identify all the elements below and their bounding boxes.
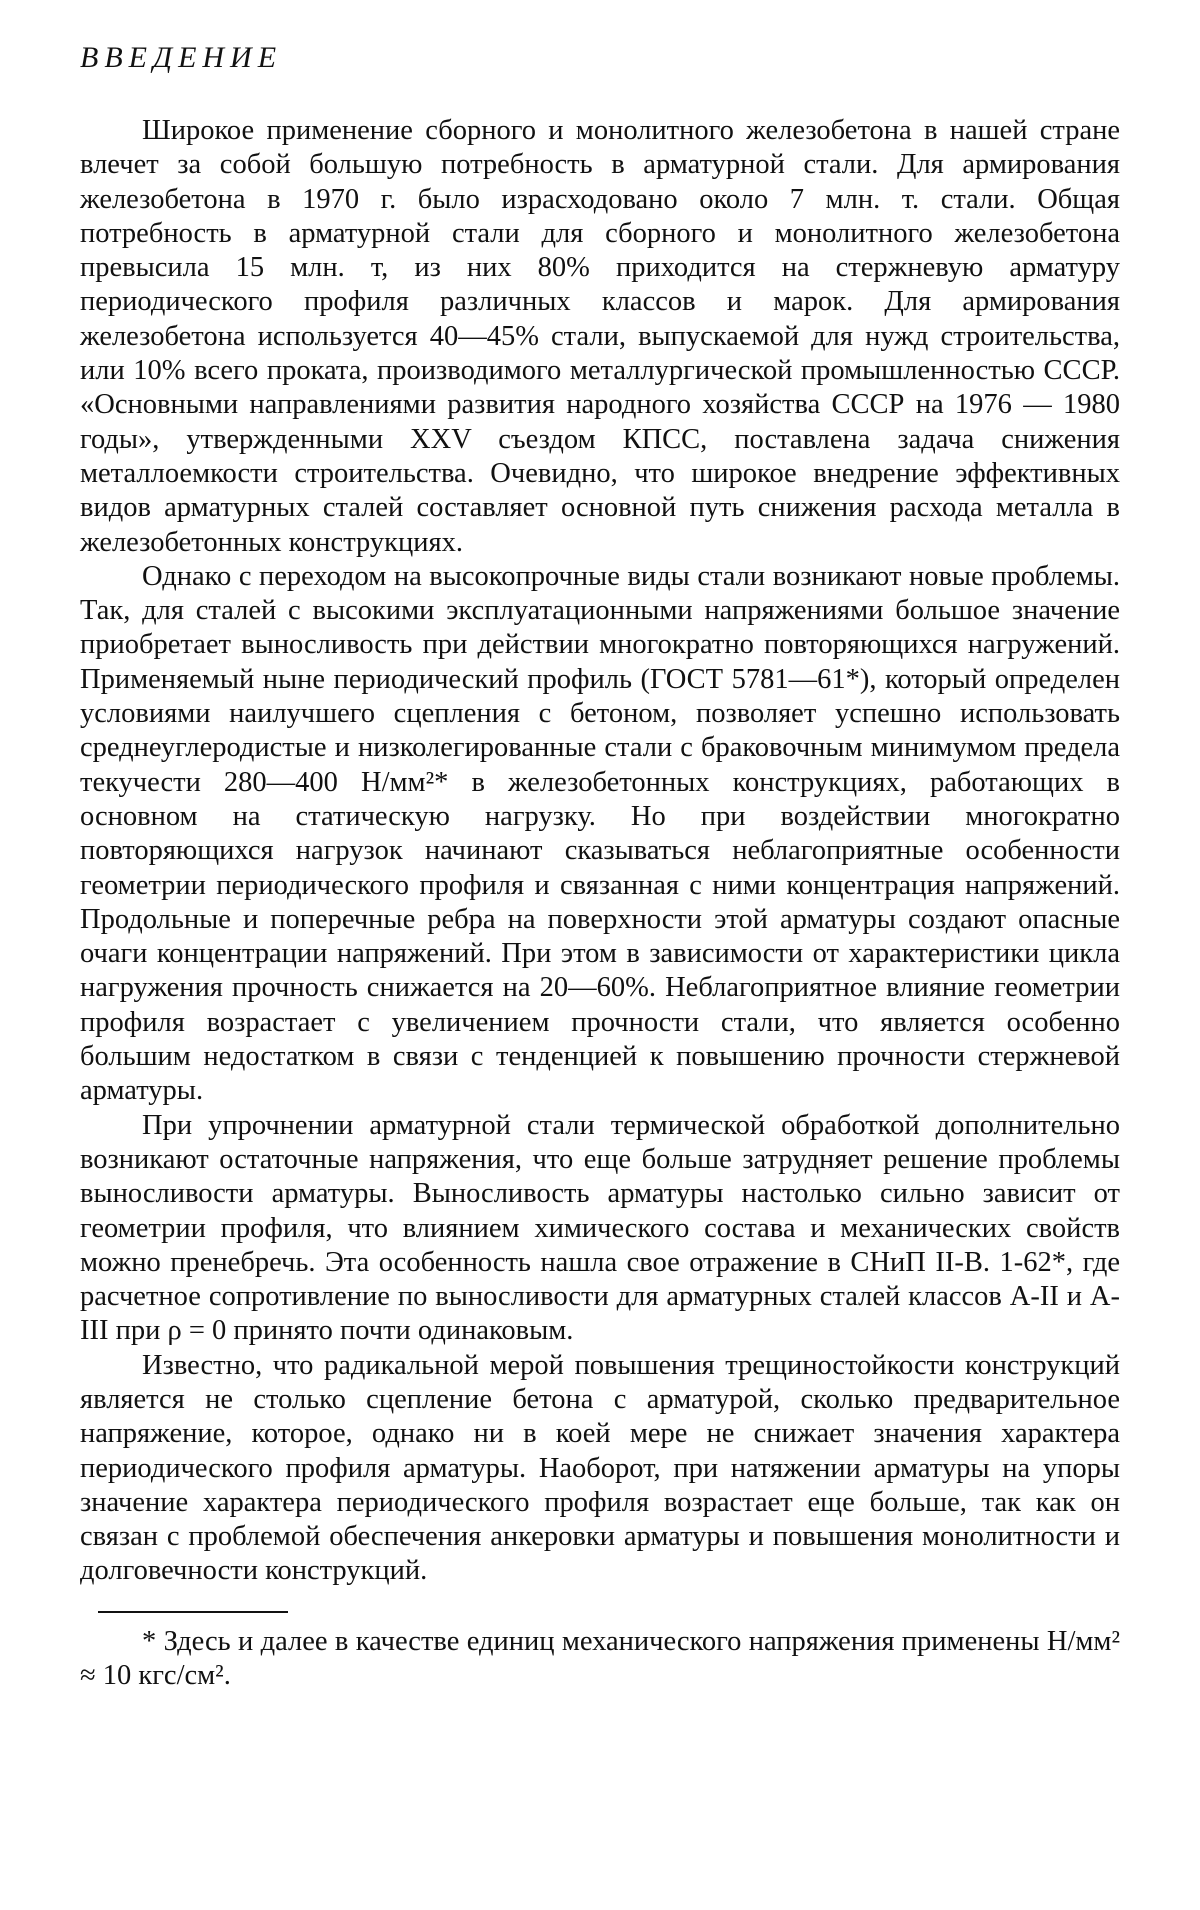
section-heading: ВВЕДЕНИЕ: [80, 41, 283, 74]
paragraph-3: При упрочнении арматурной стали термической обработкой дополнительно возникают остаточные напряжения, что еще больше затрудняет решение проблемы выносливости арматуры. Выносливость арматуры настолько сильно зависит от геометрии профиля, что влиянием химического состава и механических свойств можно пренебречь. Эта особенность нашла свое отражение в СНиП II-В. 1-62*, где расчетное сопротивление по выносливости для арматурных сталей классов А-II и А-III при ρ = 0 принято почти одинаковым.: [80, 1109, 1120, 1347]
body-text: [80, 114, 1120, 1589]
paragraph-2: Однако с переходом на высокопрочные виды стали возникают новые проблемы. Так, для сталей с высокими эксплуатационными напряжениями большое значение приобретает выносливость при действии многократно повторяющихся нагружений. Применяемый ныне периодический профиль (ГОСТ 5781—61*), который определен условиями наилучшего сцепления с бетоном, позволяет успешно использовать среднеуглеродистые и низколегированные стали с браковочным минимумом предела текучести 280—400 Н/мм²* в железобетонных конструкциях, работающих в основном на статическую нагрузку. Но при воздействии многократно повторяющихся нагрузок начинают сказываться неблагоприятные особенности геометрии периодического профиля и связанная с ними концентрация напряжений. Продольные и поперечные ребра на поверхности этой арматуры создают опасные очаги концентрации напряжений. При этом в зависимости от характеристики цикла нагружения прочность снижается на 20—60%. Неблагоприятное влияние геометрии профиля возрастает с увеличением прочности стали, что является особенно большим недостатком в связи с тенденцией к повышению прочности стержневой арматуры.: [80, 560, 1120, 1107]
footnote-divider: [98, 1611, 288, 1613]
paragraph-4: Известно, что радикальной мерой повышения трещиностойкости конструкций является не столько сцепление бетона с арматурой, сколько предварительное напряжение, которое, однако ни в коей мере не снижает значения характера периодического профиля арматуры. Наоборот, при натяжении арматуры на упоры значение характера периодического профиля возрастает еще больше, так как он связан с проблемой обеспечения анкеровки арматуры и повышения монолитности и долговечности конструкций.: [80, 1349, 1120, 1587]
paragraph-1: Широкое применение сборного и монолитного железобетона в нашей стране влечет за собой большую потребность в арматурной стали. Для армирования железобетона в 1970 г. было израсходовано около 7 млн. т. стали. Общая потребность в арматурной стали для сборного и монолитного железобетона превысила 15 млн. т, из них 80% приходится на стержневую арматуру периодического профиля различных классов и марок. Для армирования железобетона используется 40—45% стали, выпускаемой для нужд строительства, или 10% всего проката, производимого металлургической промышленностью СССР. «Основными направлениями развития народного хозяйства СССР на 1976 — 1980 годы», утвержденными XXV съездом КПСС, поставлена задача снижения металлоемкости строительства. Очевидно, что широкое внедрение эффективных видов арматурных сталей составляет основной путь снижения расхода металла в железобетонных конструкциях.: [80, 115, 1120, 558]
document-page: [80, 40, 1120, 1693]
footnote: * Здесь и далее в качестве единиц механического напряжения применены Н/мм² ≈ 10 кгс/см².: [80, 1625, 1120, 1691]
